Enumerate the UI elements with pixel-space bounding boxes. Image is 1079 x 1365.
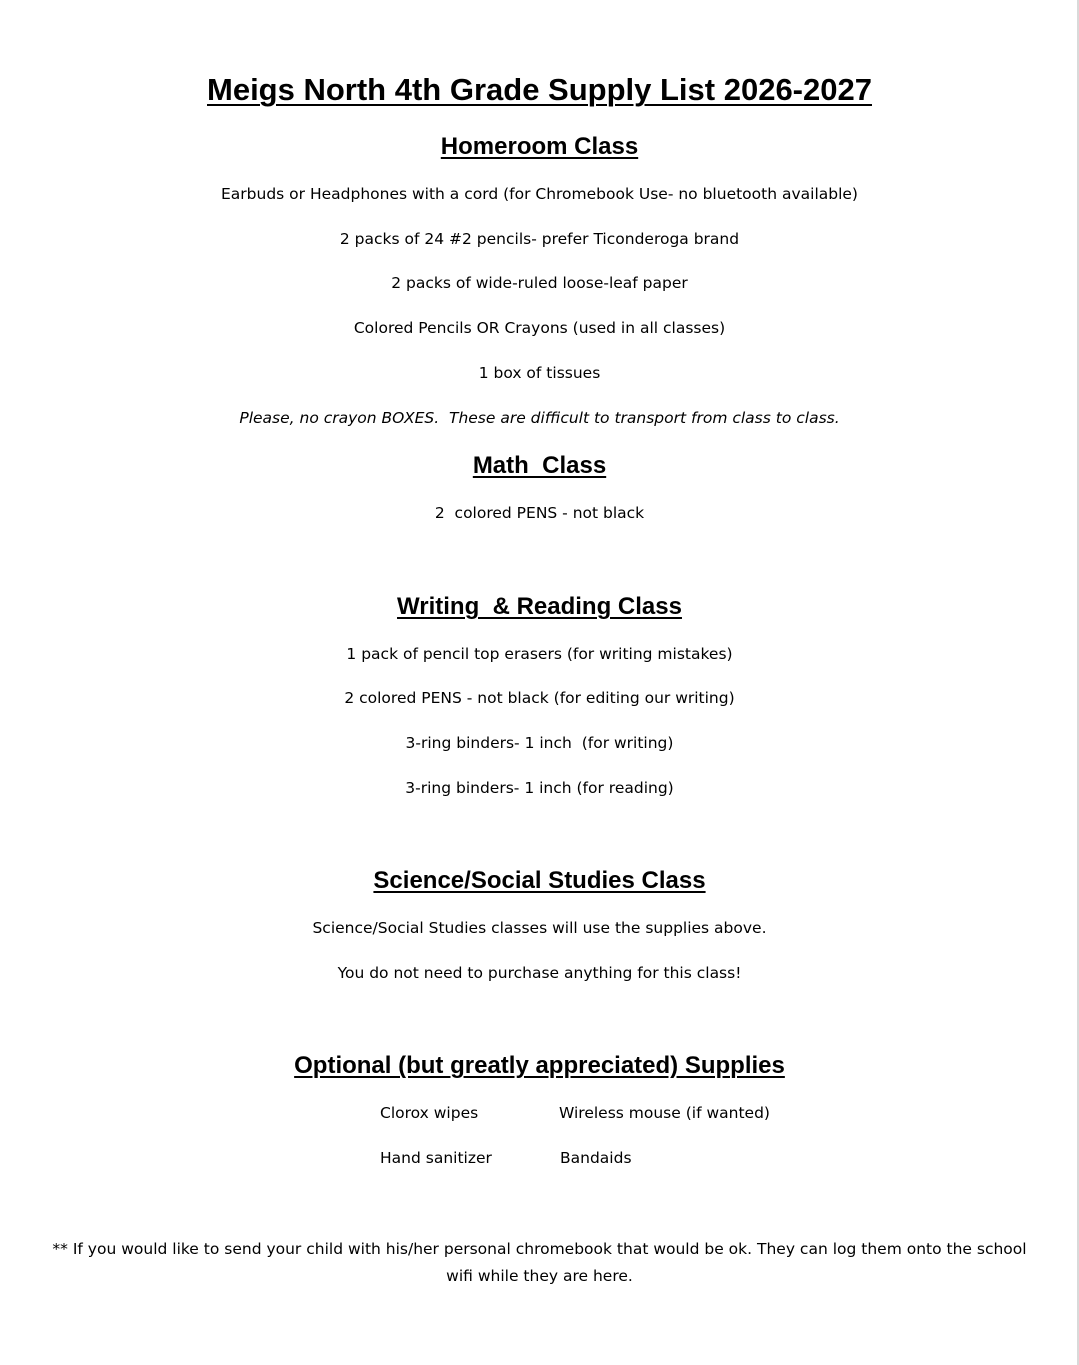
optional-item-hand-sanitizer: Hand sanitizer — [380, 1149, 492, 1167]
footnote: ** If you would like to send your child with his/her personal chromebook that would be ok. They can log them onto the school wifi while they are here. — [52, 1240, 1027, 1285]
page-title: Meigs North 4th Grade Supply List 2026-2027 — [207, 72, 872, 107]
science-social-item: Science/Social Studies classes will use the supplies above. — [312, 919, 767, 937]
homeroom-item: Colored Pencils OR Crayons (used in all classes) — [353, 319, 726, 337]
writing-reading-item: 3-ring binders- 1 inch (for writing) — [405, 734, 674, 752]
writing-reading-item: 2 colored PENS - not black (for editing our writing) — [344, 689, 735, 707]
homeroom-item: Earbuds or Headphones with a cord (for Chromebook Use- no bluetooth available) — [221, 185, 858, 203]
optional-item-bandaids: Bandaids — [560, 1149, 632, 1167]
homeroom-item: 1 box of tissues — [478, 364, 601, 382]
homeroom-item: 2 packs of wide-ruled loose-leaf paper — [391, 274, 688, 292]
homeroom-item: 2 packs of 24 #2 pencils- prefer Ticonderoga brand — [339, 230, 740, 248]
optional-heading: Optional (but greatly appreciated) Supplies — [294, 1052, 785, 1079]
writing-reading-item: 3-ring binders- 1 inch (for reading) — [405, 779, 674, 797]
science-social-heading: Science/Social Studies Class — [373, 867, 706, 894]
writing-reading-heading: Writing & Reading Class — [397, 593, 682, 620]
science-social-item: You do not need to purchase anything for this class! — [337, 964, 742, 982]
math-heading: Math Class — [472, 452, 607, 479]
optional-item-wireless-mouse: Wireless mouse (if wanted) — [559, 1104, 770, 1122]
homeroom-heading: Homeroom Class — [440, 133, 639, 160]
writing-reading-item: 1 pack of pencil top erasers (for writing mistakes) — [346, 645, 733, 663]
homeroom-note: Please, no crayon BOXES. These are difficult to transport from class to class. — [239, 409, 840, 427]
optional-item-clorox-wipes: Clorox wipes — [380, 1104, 479, 1122]
math-item: 2 colored PENS - not black — [434, 504, 645, 522]
